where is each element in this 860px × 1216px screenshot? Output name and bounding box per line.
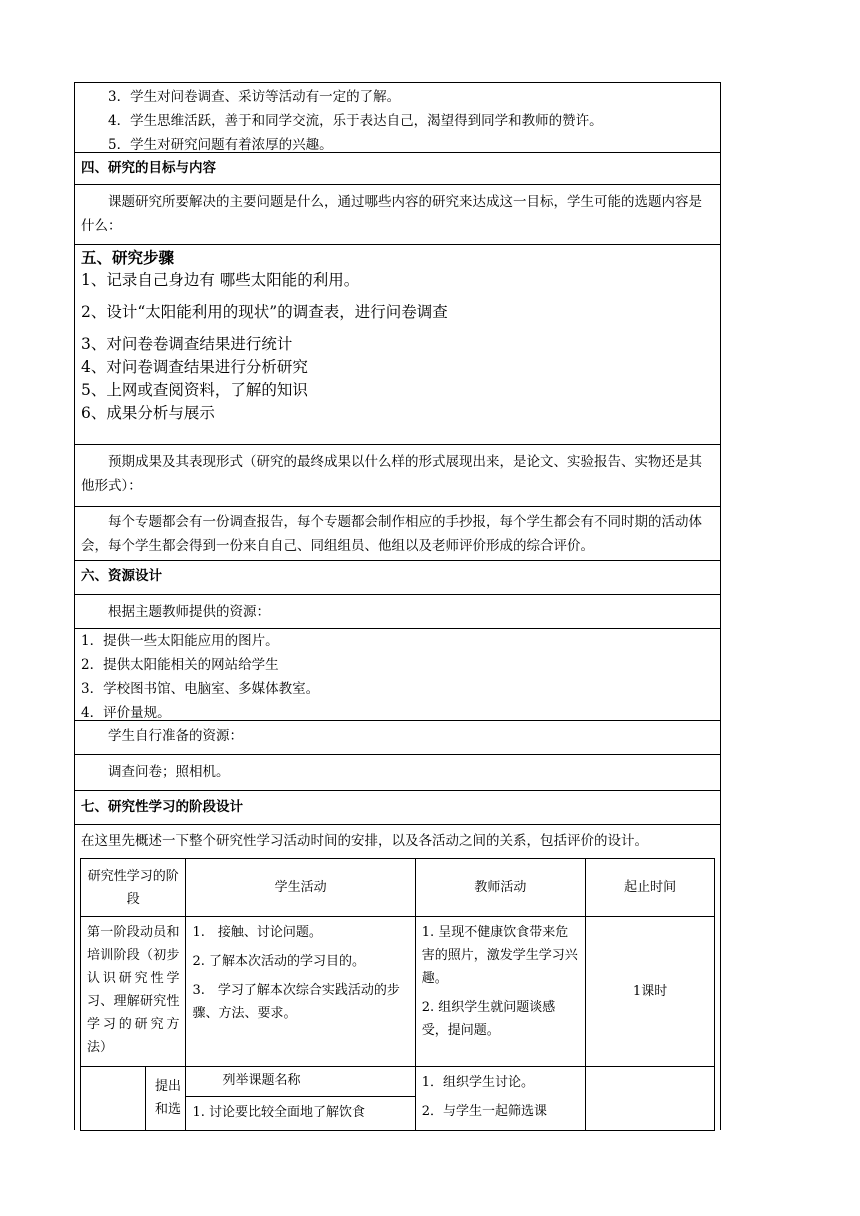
step-item: 1、记录自己身边有 哪些太阳能的利用。 [81, 271, 360, 289]
student-activity-cell [186, 917, 415, 1067]
activity-item: 2. 组织学生就问题谈感受，提问题。 [421, 1000, 556, 1038]
expected-text-row [74, 506, 721, 560]
time-cell [586, 1067, 715, 1131]
header-time: 起止时间 [586, 859, 715, 917]
student-resources-row [74, 754, 721, 790]
list-item: 1．提供一些太阳能应用的图片。 [81, 633, 279, 649]
section-4-text-row [74, 184, 721, 244]
list-item: 3．学生对问卷调查、采访等活动有一定的了解。 [108, 89, 401, 105]
student-resources-label-row [74, 720, 721, 754]
section-text: 在这里先概述一下整个研究性学习活动时间的安排，以及各活动之间的关系，包括评价的设计。 [81, 833, 648, 849]
step-item: 2、设计“太阳能利用的现状”的调查表，进行问卷调查 [81, 303, 448, 321]
header-student-activity: 学生活动 [186, 859, 415, 917]
activity-item: 1. 接触、讨论问题。 [192, 925, 322, 940]
table-header-row [81, 859, 715, 917]
table-row [81, 1067, 715, 1131]
activity-item: 1．组织学生讨论。 [421, 1075, 535, 1090]
student-title: 列举课题名称 [186, 1067, 414, 1097]
step-item: 3、对问卷卷调查结果进行统计 [81, 335, 293, 353]
list-item: 4．学生思维活跃，善于和同学交流，乐于表达自己，渴望得到同学和教师的赞许。 [108, 113, 603, 129]
section-heading: 五、研究步骤 [81, 248, 175, 267]
step-item: 4、对问卷调查结果进行分析研究 [81, 358, 308, 376]
teacher-resources-label: 根据主题教师提供的资源： [108, 604, 270, 620]
expected-label-row [74, 444, 721, 506]
table-row [81, 917, 715, 1067]
header-teacher-activity: 教师活动 [415, 859, 585, 917]
list-item: 2．提供太阳能相关的网站给学生 [81, 657, 279, 673]
expected-label: 预期成果及其表现形式（研究的最终成果以什么样的形式展现出来，是论文、实验报告、实物还是其他形式）： [81, 454, 702, 494]
section-5-row [74, 244, 721, 444]
sub-stage-label: 提出和选 [155, 1079, 182, 1117]
time-cell: 1课时 [586, 917, 715, 1067]
section-7-text-row [74, 824, 721, 858]
section-heading: 四、研究的目标与内容 [81, 160, 216, 176]
section-text: 课题研究所要解决的主要问题是什么，通过哪些内容的研究来达成这一目标，学生可能的选题内容是什么： [81, 194, 702, 234]
section-4-heading-row [74, 152, 721, 184]
activity-item: 1. 讨论要比较全面地了解饮食 [192, 1105, 366, 1120]
section-7-heading-row [74, 790, 721, 824]
activity-item: 3. 学习了解本次综合实践活动的步骤、方法、要求。 [192, 983, 400, 1021]
header-stage: 研究性学习的阶段 [81, 859, 186, 917]
teacher-activity-cell [415, 1067, 585, 1131]
section-heading: 七、研究性学习的阶段设计 [81, 799, 243, 815]
teacher-activity-cell [415, 917, 585, 1067]
step-item: 5、上网或查阅资料，了解的知识 [81, 381, 308, 399]
list-item: 3．学校图书馆、电脑室、多媒体教室。 [81, 681, 320, 697]
stage-cell: 第一阶段动员和培训阶段（初步认识研究性学习、理解研究性学习的研究方法） [81, 917, 186, 1067]
activity-item: 2．与学生一起筛选课 [421, 1104, 548, 1119]
step-item: 6、成果分析与展示 [81, 404, 215, 422]
teacher-resources-row [74, 628, 721, 720]
student-resources-text: 调查问卷；照相机。 [108, 764, 230, 780]
list-item: 4．评价量规。 [81, 705, 171, 721]
stage-design-table [80, 858, 715, 1131]
student-analysis-items [74, 82, 721, 152]
activity-item: 1. 呈现不健康饮食带来危害的照片，激发学生学习兴趣。 [421, 925, 578, 986]
stage-cell [81, 1067, 186, 1131]
list-item: 5．学生对研究问题有着浓厚的兴趣。 [108, 137, 333, 153]
student-activity-cell [186, 1067, 415, 1131]
sub-divider [145, 1067, 146, 1130]
student-resources-label: 学生自行准备的资源： [108, 728, 243, 744]
section-6-heading-row [74, 560, 721, 594]
activity-item: 2. 了解本次活动的学习目的。 [192, 954, 366, 969]
teacher-resources-label-row [74, 594, 721, 628]
expected-text: 每个专题都会有一份调查报告，每个专题都会制作相应的手抄报，每个学生都会有不同时期的活动体会，每个学生都会得到一份来自自己、同组组员、他组以及老师评价形成的综合评价。 [81, 514, 702, 554]
section-heading: 六、资源设计 [81, 568, 162, 584]
